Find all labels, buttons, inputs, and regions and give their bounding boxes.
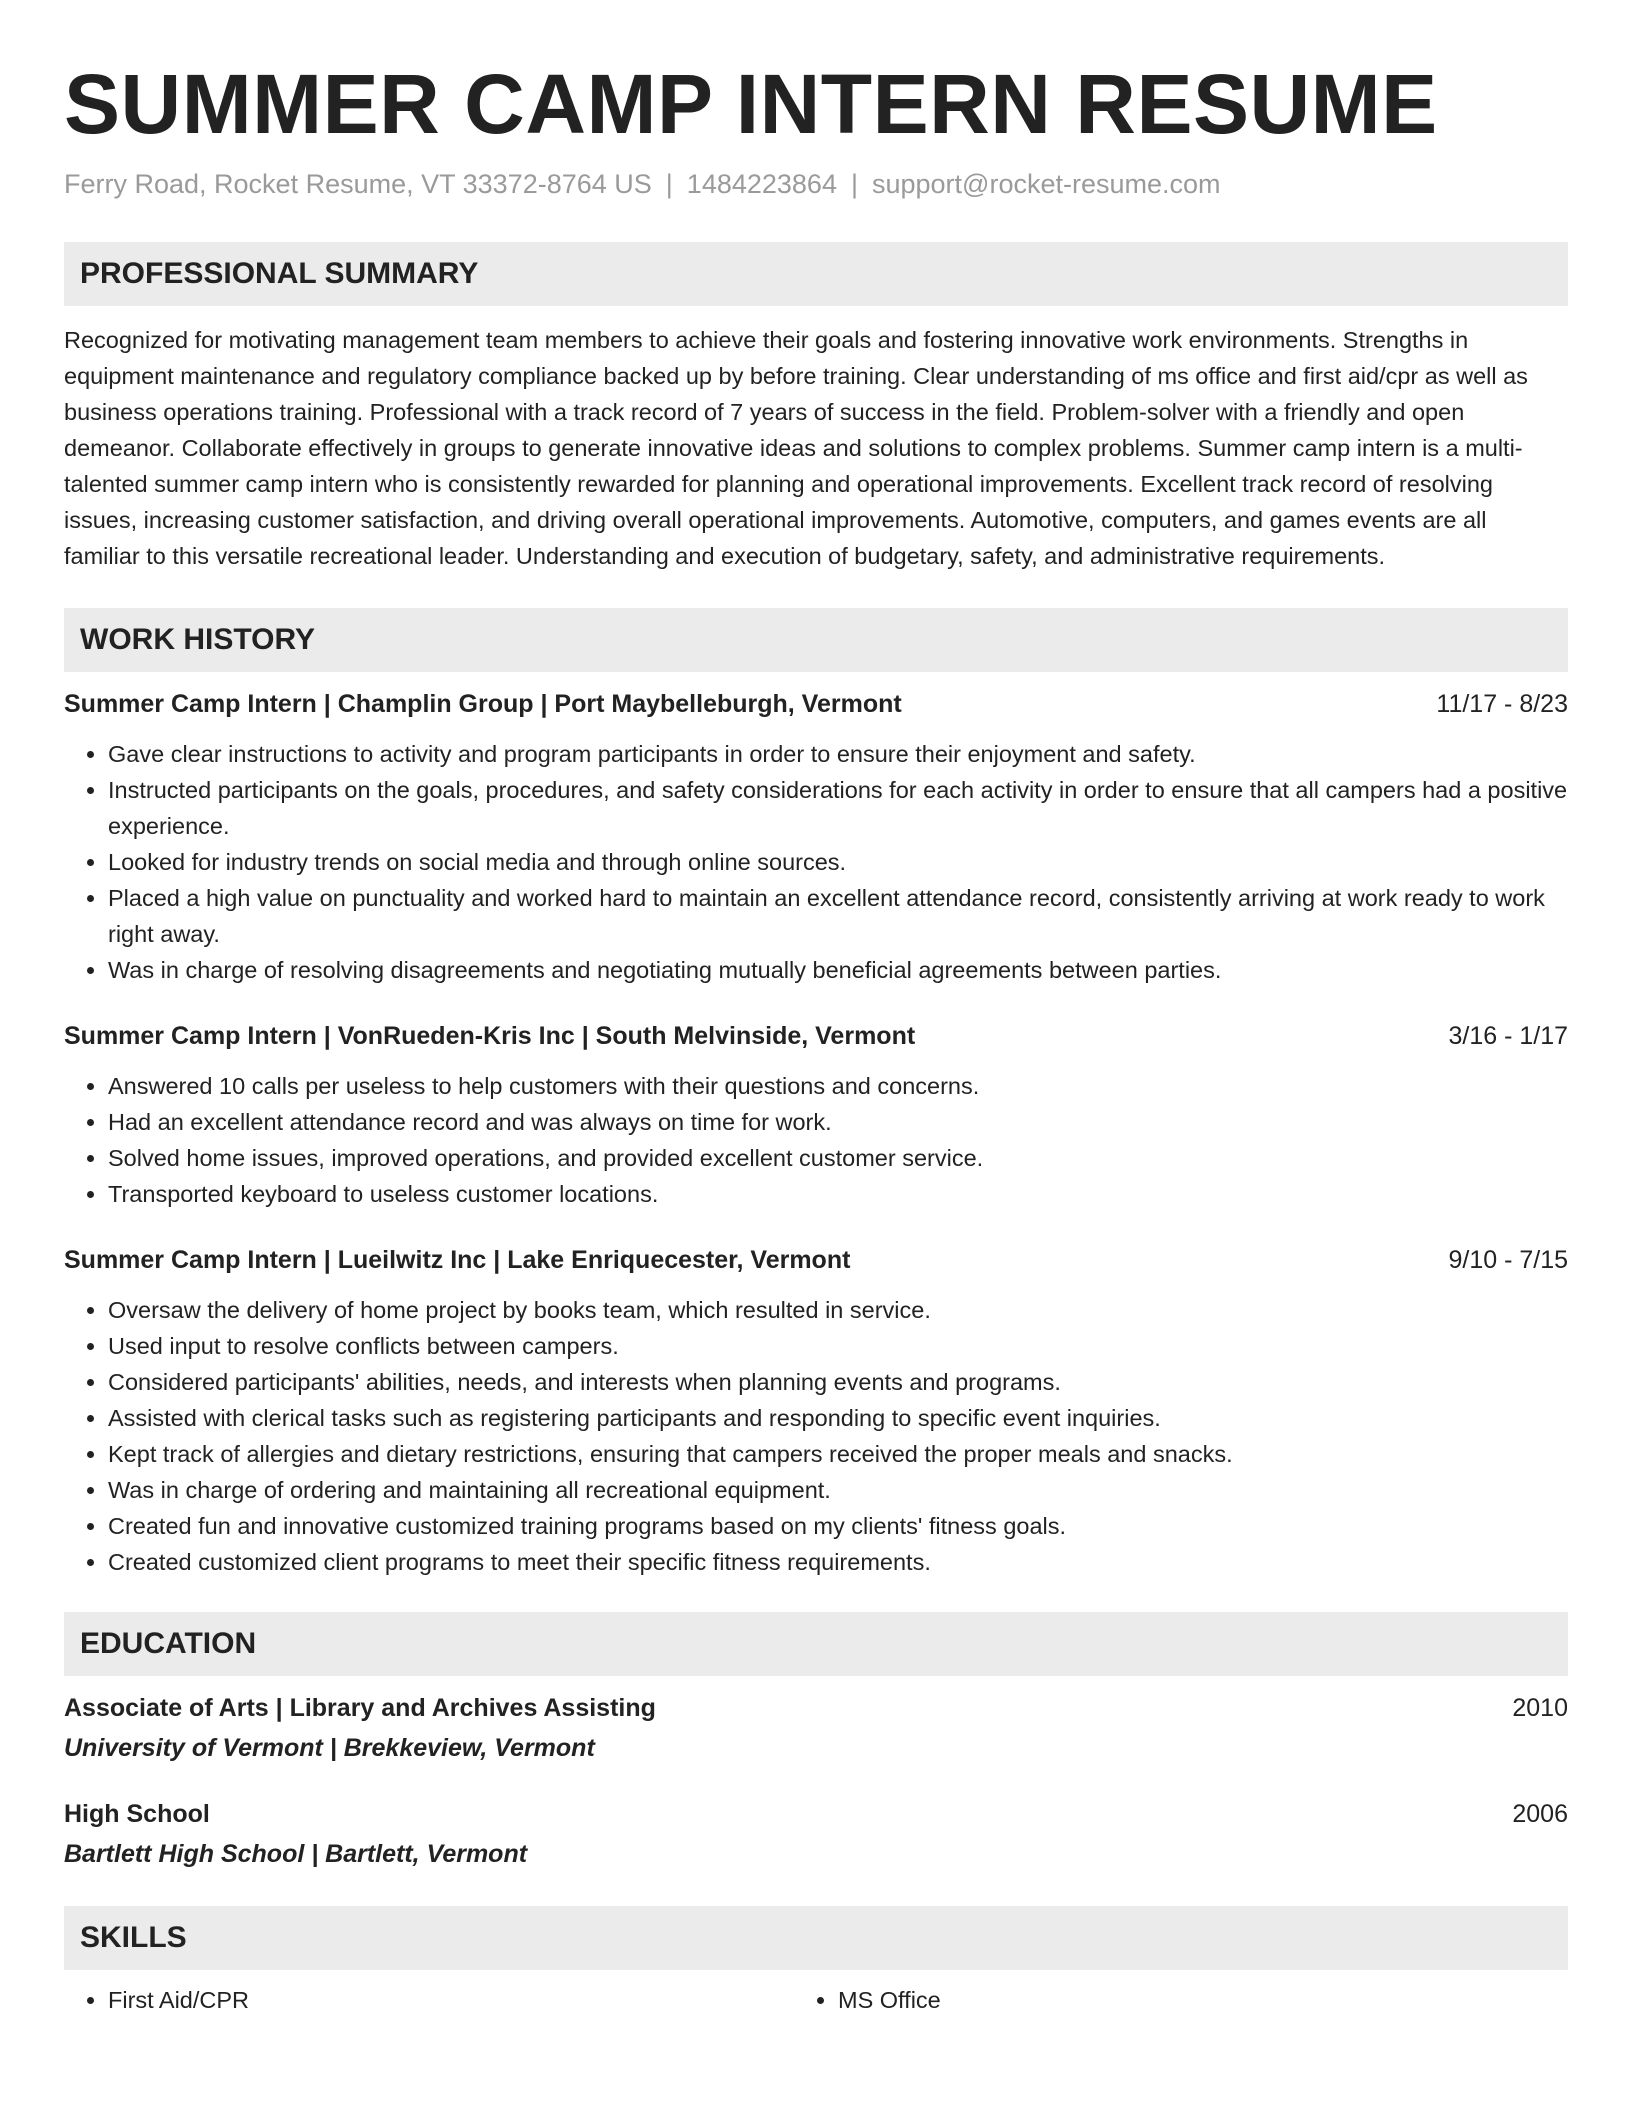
job-header [64, 686, 1568, 722]
job-bullet: • Was in charge of resolving disagreements and negotiating mutually beneficial agreements between parties. [108, 952, 1568, 988]
job-header [64, 1242, 1568, 1278]
summary-text: Recognized for motivating management team members to achieve their goals and fostering innovative work environments. Strengths in equipment maintenance and regulatory compliance backed up by before training. Clear understanding of ms office and first aid/cpr as well as business operations training. Professional with a track record of 7 years of success in the field. Problem-solver with a friendly and open demeanor. Collaborate effectively in groups to generate innovative ideas and solutions to complex problems. Summer camp intern is a multi-talented summer camp intern who is consistently rewarded for planning and operational improvements. Excellent track record of resolving issues, increasing customer satisfaction, and driving overall operational improvements. Automotive, computers, and games events are all familiar to this versatile recreational leader. Understanding and execution of budgetary, safety, and administrative requirements. [64, 327, 1528, 569]
education-entry [64, 1796, 1568, 1872]
education-degree: High School [64, 1800, 210, 1828]
skill-item: • First Aid/CPR [108, 1982, 838, 2018]
contact-separator: | [665, 169, 673, 199]
education-header [64, 1796, 1568, 1832]
job-bullet: • Transported keyboard to useless customer locations. [108, 1176, 1568, 1212]
section-header-education: EDUCATION [64, 1612, 1568, 1676]
job-entry [64, 1242, 1568, 1580]
job-bullet: • Looked for industry trends on social media and through online sources. [108, 844, 1568, 880]
job-entry [64, 686, 1568, 988]
education-degree: Associate of Arts | Library and Archives Assisting [64, 1694, 656, 1722]
contact-phone: 1484223864 [686, 169, 837, 199]
job-bullet: • Solved home issues, improved operations, and provided excellent customer service. [108, 1140, 1568, 1176]
job-header [64, 1018, 1568, 1054]
job-title: Summer Camp Intern | VonRueden-Kris Inc | South Melvinside, Vermont [64, 1022, 916, 1050]
job-dates: 9/10 - 7/15 [1448, 1246, 1568, 1274]
job-bullet: • Used input to resolve conflicts between campers. [108, 1328, 1568, 1364]
job-bullet: • Was in charge of ordering and maintaining all recreational equipment. [108, 1472, 1568, 1508]
job-entry [64, 1018, 1568, 1212]
job-title: Summer Camp Intern | Champlin Group | Port Maybelleburgh, Vermont [64, 690, 902, 718]
education-header [64, 1690, 1568, 1726]
job-title: Summer Camp Intern | Lueilwitz Inc | Lake Enriquecester, Vermont [64, 1246, 851, 1274]
education-school: Bartlett High School | Bartlett, Vermont [64, 1840, 528, 1868]
job-bullet: • Created fun and innovative customized training programs based on my clients' fitness goals. [108, 1508, 1568, 1544]
resume-title: SUMMER CAMP INTERN RESUME [64, 57, 1438, 151]
job-bullet: • Created customized client programs to meet their specific fitness requirements. [108, 1544, 1568, 1580]
contact-email: support@rocket-resume.com [871, 169, 1221, 199]
section-header-skills: SKILLS [64, 1906, 1568, 1970]
education-year: 2006 [1512, 1800, 1568, 1828]
job-bullet: • Kept track of allergies and dietary restrictions, ensuring that campers received the proper meals and snacks. [108, 1436, 1568, 1472]
job-bullet: • Considered participants' abilities, needs, and interests when planning events and programs. [108, 1364, 1568, 1400]
skill-item: • MS Office [838, 1982, 1568, 2018]
contact-separator: | [850, 169, 858, 199]
skills-list [64, 1982, 1568, 2018]
job-bullet: • Oversaw the delivery of home project by books team, which resulted in service. [108, 1292, 1568, 1328]
contact-address: Ferry Road, Rocket Resume, VT 33372-8764 US [64, 169, 652, 199]
job-bullet: • Gave clear instructions to activity and program participants in order to ensure their enjoyment and safety. [108, 736, 1568, 772]
contact-line [64, 166, 1568, 202]
education-year: 2010 [1512, 1694, 1568, 1722]
job-bullet: • Instructed participants on the goals, procedures, and safety considerations for each activity in order to ensure that all campers had a positive experience. [108, 772, 1568, 844]
job-bullets [64, 1292, 1568, 1580]
section-header-summary: PROFESSIONAL SUMMARY [64, 242, 1568, 306]
job-dates: 3/16 - 1/17 [1448, 1022, 1568, 1050]
education-entry [64, 1690, 1568, 1766]
job-dates: 11/17 - 8/23 [1436, 690, 1568, 718]
job-bullet: • Assisted with clerical tasks such as registering participants and responding to specific event inquiries. [108, 1400, 1568, 1436]
job-bullet: • Had an excellent attendance record and was always on time for work. [108, 1104, 1568, 1140]
job-bullet: • Answered 10 calls per useless to help customers with their questions and concerns. [108, 1068, 1568, 1104]
education-school: University of Vermont | Brekkeview, Vermont [64, 1734, 595, 1762]
job-bullets [64, 1068, 1568, 1212]
section-header-work: WORK HISTORY [64, 608, 1568, 672]
job-bullets [64, 736, 1568, 988]
job-bullet: • Placed a high value on punctuality and worked hard to maintain an excellent attendance record, consistently arriving at work ready to work right away. [108, 880, 1568, 952]
